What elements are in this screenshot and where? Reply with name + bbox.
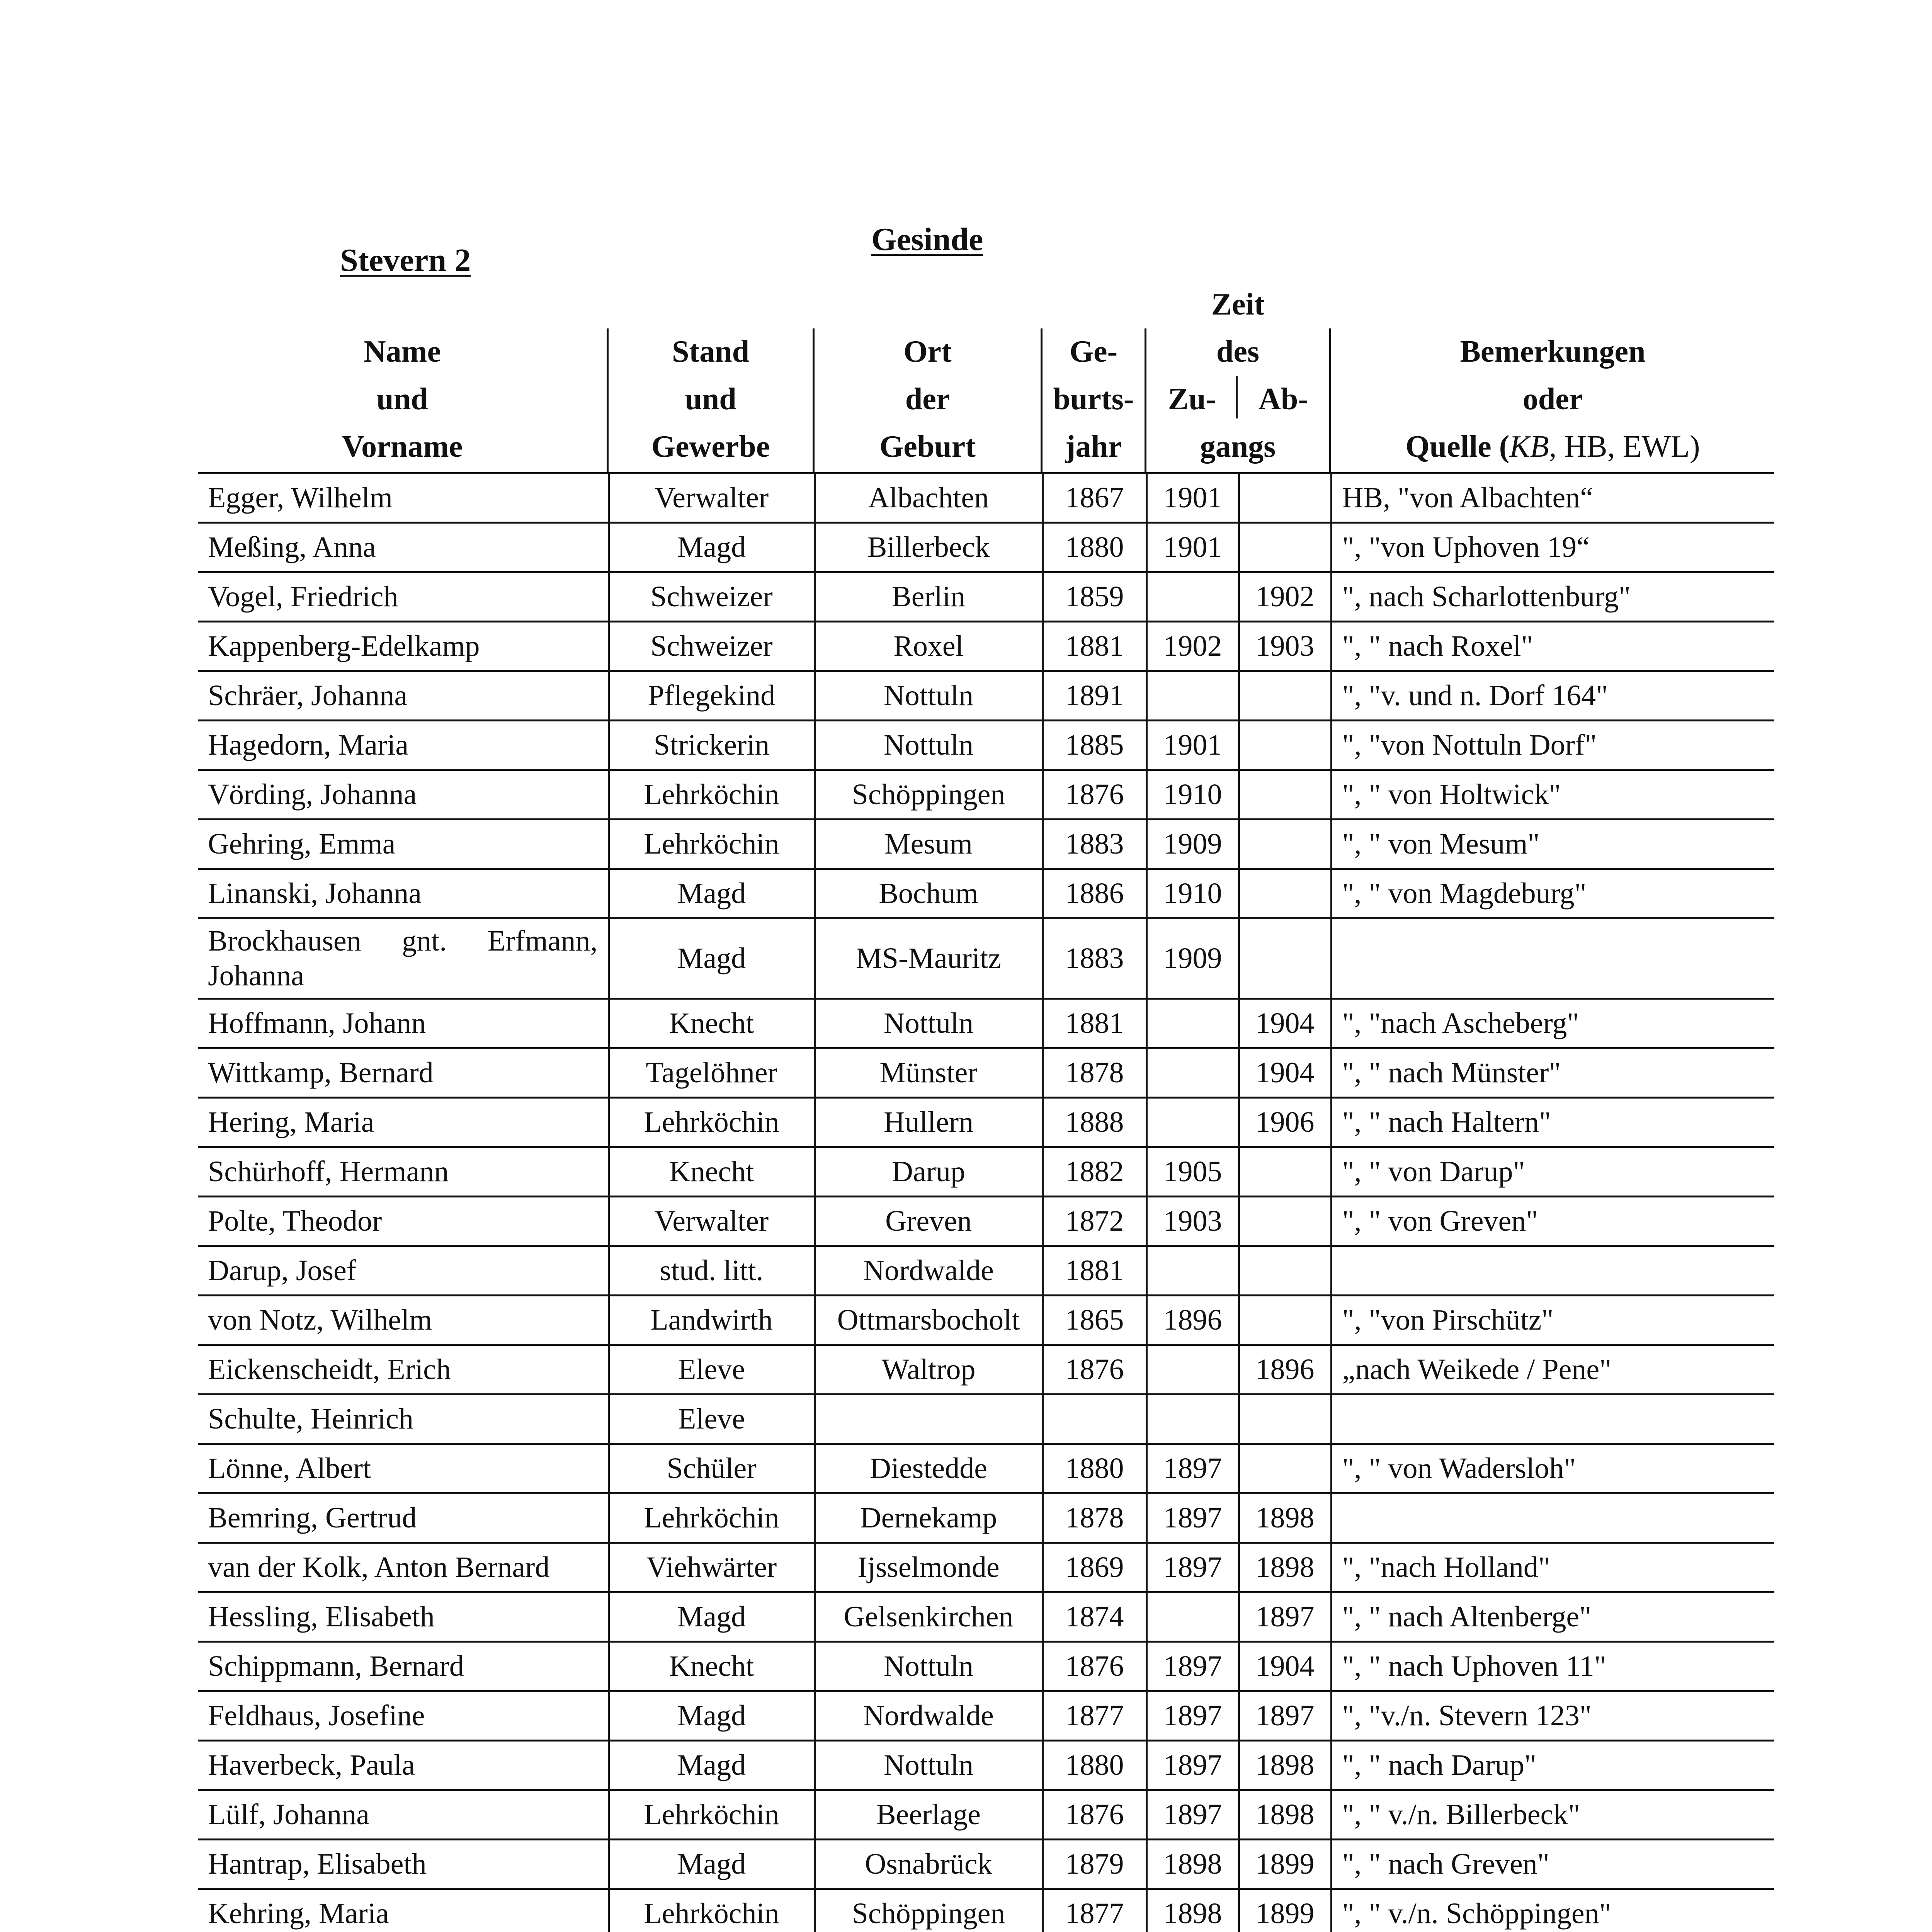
table-row [198,1345,1774,1395]
cell-ort: Billerbeck [815,523,1043,572]
cell-bemerkung: ", " von Magdeburg" [1331,869,1774,918]
cell-stand: Magd [609,1691,815,1741]
cell-abgang [1239,918,1331,999]
cell-bemerkung: ", nach Scharlottenburg" [1331,572,1774,622]
cell-jahr: 1877 [1043,1691,1146,1741]
cell-ort: Nordwalde [815,1246,1043,1296]
cell-zugang: 1897 [1146,1642,1239,1691]
cell-ort: Nottuln [815,999,1043,1048]
cell-jahr: 1865 [1043,1296,1146,1345]
cell-zugang [1146,999,1239,1048]
header-divider [1329,328,1331,473]
cell-zugang [1146,1246,1239,1296]
table-row [198,572,1774,622]
cell-bemerkung: ", " nach Roxel" [1331,622,1774,671]
header-stand-line2: und [685,382,736,416]
cell-name: Haverbeck, Paula [198,1741,609,1790]
cell-ort: MS-Mauritz [815,918,1043,999]
cell-abgang [1239,721,1331,770]
table-row [198,1741,1774,1790]
cell-abgang [1239,1395,1331,1444]
table-row [198,770,1774,820]
cell-abgang: 1898 [1239,1741,1331,1790]
cell-name: Schulte, Heinrich [198,1395,609,1444]
header-bemerkungen-line3 [1331,431,1774,462]
cell-zugang: 1909 [1146,918,1239,999]
header-stand-line1: Stand [672,335,750,369]
cell-abgang [1239,1444,1331,1493]
cell-name: Lönne, Albert [198,1444,609,1493]
cell-bemerkung: ", " v./n. Schöppingen" [1331,1889,1774,1932]
cell-abgang: 1898 [1239,1493,1331,1543]
table-row [198,1790,1774,1840]
cell-stand: stud. litt. [609,1246,815,1296]
cell-jahr: 1878 [1043,1048,1146,1098]
header-quelle-suffix: HB, EWL) [1556,430,1700,464]
cell-bemerkung: ", " von Darup" [1331,1147,1774,1197]
cell-bemerkung [1331,1246,1774,1296]
cell-bemerkung: ", "von Nottuln Dorf" [1331,721,1774,770]
cell-abgang [1239,1246,1331,1296]
cell-name: Hessling, Elisabeth [198,1592,609,1642]
cell-zugang: 1897 [1146,1790,1239,1840]
cell-stand: Eleve [609,1345,815,1395]
cell-ort: Roxel [815,622,1043,671]
cell-abgang: 1897 [1239,1691,1331,1741]
cell-jahr: 1876 [1043,1790,1146,1840]
cell-abgang [1239,869,1331,918]
table-row [198,1889,1774,1932]
cell-name: Meßing, Anna [198,523,609,572]
cell-abgang: 1904 [1239,1048,1331,1098]
cell-abgang [1239,1296,1331,1345]
header-jahr-line2: burts- [1053,382,1134,416]
cell-jahr: 1883 [1043,918,1146,999]
table-row [198,1098,1774,1147]
cell-jahr: 1881 [1043,622,1146,671]
cell-ort: Gelsenkirchen [815,1592,1043,1642]
cell-stand: Magd [609,523,815,572]
cell-jahr: 1859 [1043,572,1146,622]
cell-name: Bemring, Gertrud [198,1493,609,1543]
cell-ort: Beerlage [815,1790,1043,1840]
cell-stand: Verwalter [609,1197,815,1246]
cell-jahr: 1881 [1043,1246,1146,1296]
cell-name: Brockhausen gnt. Erfmann, Johanna [198,918,609,999]
cell-bemerkung [1331,1395,1774,1444]
cell-stand: Magd [609,1741,815,1790]
cell-zugang: 1897 [1146,1444,1239,1493]
cell-ort: Bochum [815,869,1043,918]
cell-abgang: 1903 [1239,622,1331,671]
cell-jahr: 1880 [1043,523,1146,572]
cell-zugang: 1909 [1146,820,1239,869]
cell-zugang: 1901 [1146,473,1239,523]
cell-name: Feldhaus, Josefine [198,1691,609,1741]
cell-bemerkung: „nach Weikede / Pene" [1331,1345,1774,1395]
cell-jahr: 1879 [1043,1840,1146,1889]
cell-name: Egger, Wilhelm [198,473,609,523]
cell-zugang: 1901 [1146,721,1239,770]
table-row [198,473,1774,523]
cell-ort: Dernekamp [815,1493,1043,1543]
cell-bemerkung: ", " von Wadersloh" [1331,1444,1774,1493]
header-des-line: des [1216,335,1260,369]
cell-bemerkung: ", "nach Ascheberg" [1331,999,1774,1048]
header-name-line3: Vorname [342,430,463,464]
cell-bemerkung: ", " von Holtwick" [1331,770,1774,820]
header-ab: Ab- [1259,382,1308,416]
table-row [198,1592,1774,1642]
cell-jahr: 1882 [1043,1147,1146,1197]
cell-name: Wittkamp, Bernard [198,1048,609,1098]
cell-name: van der Kolk, Anton Bernard [198,1543,609,1592]
table-row [198,1444,1774,1493]
header-divider [1145,328,1146,473]
table-row [198,671,1774,721]
cell-ort: Darup [815,1147,1043,1197]
header-name-line1: Name [364,335,441,369]
header-zeit [1146,286,1329,471]
cell-zugang [1146,572,1239,622]
header-bemerkungen-line2: oder [1522,382,1583,416]
header-zu-ab-divider [1236,376,1238,418]
cell-zugang: 1897 [1146,1493,1239,1543]
cell-stand: Magd [609,1592,815,1642]
cell-jahr: 1891 [1043,671,1146,721]
header-zeit-line: Zeit [1211,287,1265,321]
cell-bemerkung: ", "von Uphoven 19“ [1331,523,1774,572]
cell-jahr [1043,1395,1146,1444]
cell-ort: Nottuln [815,1642,1043,1691]
cell-name: von Notz, Wilhelm [198,1296,609,1345]
cell-stand: Magd [609,918,815,999]
cell-bemerkung [1331,918,1774,999]
header-divider [1041,328,1043,473]
cell-jahr: 1878 [1043,1493,1146,1543]
table-row [198,1197,1774,1246]
cell-stand: Magd [609,869,815,918]
cell-jahr: 1885 [1043,721,1146,770]
gesinde-table [198,472,1774,1932]
table-row [198,1048,1774,1098]
cell-ort: Greven [815,1197,1043,1246]
table-row [198,1147,1774,1197]
cell-zugang [1146,1345,1239,1395]
cell-ort: Schöppingen [815,770,1043,820]
cell-bemerkung: ", "v./n. Stevern 123" [1331,1691,1774,1741]
cell-name: Polte, Theodor [198,1197,609,1246]
cell-name: Hantrap, Elisabeth [198,1840,609,1889]
cell-bemerkung: ", " nach Greven" [1331,1840,1774,1889]
cell-zugang: 1897 [1146,1741,1239,1790]
cell-stand: Landwirth [609,1296,815,1345]
cell-zugang: 1897 [1146,1543,1239,1592]
cell-stand: Tagelöhner [609,1048,815,1098]
cell-ort: Waltrop [815,1345,1043,1395]
cell-stand: Knecht [609,1147,815,1197]
table-title: Gesinde [871,221,983,257]
table-row [198,1691,1774,1741]
table-row [198,999,1774,1048]
header-bemerkungen-line1: Bemerkungen [1460,335,1646,369]
cell-bemerkung: ", " v./n. Billerbeck" [1331,1790,1774,1840]
cell-name: Linanski, Johanna [198,869,609,918]
cell-ort: Nottuln [815,721,1043,770]
cell-zugang: 1901 [1146,523,1239,572]
cell-stand: Verwalter [609,473,815,523]
table-row [198,869,1774,918]
cell-abgang: 1896 [1239,1345,1331,1395]
header-ort-line2: der [905,382,950,416]
cell-abgang: 1899 [1239,1840,1331,1889]
cell-jahr: 1876 [1043,770,1146,820]
header-divider [813,328,815,473]
cell-abgang [1239,671,1331,721]
cell-ort [815,1395,1043,1444]
cell-bemerkung: ", " nach Uphoven 11" [1331,1642,1774,1691]
cell-abgang [1239,820,1331,869]
cell-ort: Ottmarsbocholt [815,1296,1043,1345]
cell-stand: Schweizer [609,622,815,671]
cell-bemerkung: ", " nach Darup" [1331,1741,1774,1790]
cell-jahr: 1883 [1043,820,1146,869]
cell-zugang [1146,1592,1239,1642]
header-name [198,332,607,471]
cell-name: Schippmann, Bernard [198,1642,609,1691]
cell-abgang [1239,770,1331,820]
cell-stand: Magd [609,1840,815,1889]
cell-abgang: 1898 [1239,1543,1331,1592]
header-zu: Zu- [1168,382,1216,416]
table-row [198,1296,1774,1345]
cell-stand: Lehrköchin [609,770,815,820]
cell-stand: Lehrköchin [609,820,815,869]
cell-stand: Viehwärter [609,1543,815,1592]
cell-jahr: 1880 [1043,1444,1146,1493]
table-row [198,622,1774,671]
cell-stand: Knecht [609,999,815,1048]
cell-zugang [1146,1098,1239,1147]
cell-zugang: 1905 [1146,1147,1239,1197]
cell-stand: Lehrköchin [609,1098,815,1147]
header-stand-line3: Gewerbe [651,430,770,464]
cell-ort: Osnabrück [815,1840,1043,1889]
cell-name: Lülf, Johanna [198,1790,609,1840]
header-divider [607,328,609,473]
cell-jahr: 1881 [1043,999,1146,1048]
table-row [198,1246,1774,1296]
section-title: Stevern 2 [340,242,471,278]
cell-abgang: 1906 [1239,1098,1331,1147]
cell-jahr: 1880 [1043,1741,1146,1790]
cell-jahr: 1886 [1043,869,1146,918]
cell-jahr: 1867 [1043,473,1146,523]
cell-name: Gehring, Emma [198,820,609,869]
cell-stand: Lehrköchin [609,1493,815,1543]
table-row [198,721,1774,770]
table-row [198,1840,1774,1889]
cell-stand: Lehrköchin [609,1790,815,1840]
cell-name: Hagedorn, Maria [198,721,609,770]
cell-ort: Mesum [815,820,1043,869]
cell-stand: Schweizer [609,572,815,622]
cell-name: Kappenberg-Edelkamp [198,622,609,671]
cell-zugang [1146,1048,1239,1098]
cell-zugang [1146,671,1239,721]
cell-name: Eickenscheidt, Erich [198,1345,609,1395]
cell-ort: Münster [815,1048,1043,1098]
cell-bemerkung: ", "v. und n. Dorf 164" [1331,671,1774,721]
cell-zugang: 1903 [1146,1197,1239,1246]
cell-abgang: 1899 [1239,1889,1331,1932]
header-quelle-kb: KB, [1509,430,1557,464]
cell-bemerkung: ", " nach Altenberge" [1331,1592,1774,1642]
header-ort [815,332,1041,471]
cell-name: Vogel, Friedrich [198,572,609,622]
table-row [198,523,1774,572]
header-quelle-prefix: Quelle ( [1405,430,1510,464]
cell-abgang [1239,1147,1331,1197]
header-gangs-line: gangs [1200,430,1276,464]
cell-ort: Hullern [815,1098,1043,1147]
cell-jahr: 1877 [1043,1889,1146,1932]
cell-stand: Schüler [609,1444,815,1493]
header-jahr [1043,332,1145,471]
cell-abgang: 1897 [1239,1592,1331,1642]
cell-jahr: 1876 [1043,1642,1146,1691]
cell-name: Vörding, Johanna [198,770,609,820]
cell-zugang: 1897 [1146,1691,1239,1741]
cell-ort: Nottuln [815,1741,1043,1790]
header-jahr-line3: jahr [1065,430,1122,464]
cell-bemerkung: ", " nach Haltern" [1331,1098,1774,1147]
cell-zugang: 1910 [1146,869,1239,918]
cell-zugang: 1910 [1146,770,1239,820]
cell-abgang [1239,523,1331,572]
cell-stand: Eleve [609,1395,815,1444]
table-row [198,820,1774,869]
cell-zugang: 1902 [1146,622,1239,671]
cell-jahr: 1874 [1043,1592,1146,1642]
cell-stand: Knecht [609,1642,815,1691]
cell-name: Darup, Josef [198,1246,609,1296]
header-ort-line3: Geburt [879,430,976,464]
cell-name: Hering, Maria [198,1098,609,1147]
header-jahr-line1: Ge- [1069,335,1118,369]
cell-bemerkung: ", " nach Münster" [1331,1048,1774,1098]
cell-jahr: 1876 [1043,1345,1146,1395]
table-row [198,1395,1774,1444]
cell-jahr: 1888 [1043,1098,1146,1147]
cell-abgang [1239,473,1331,523]
cell-zugang: 1896 [1146,1296,1239,1345]
cell-abgang [1239,1197,1331,1246]
cell-ort: Schöppingen [815,1889,1043,1932]
cell-bemerkung: ", "nach Holland" [1331,1543,1774,1592]
cell-name: Schürhoff, Hermann [198,1147,609,1197]
cell-zugang: 1898 [1146,1889,1239,1932]
cell-abgang: 1902 [1239,572,1331,622]
cell-jahr: 1872 [1043,1197,1146,1246]
cell-bemerkung: HB, "von Albachten“ [1331,473,1774,523]
cell-ort: Albachten [815,473,1043,523]
cell-ort: Nordwalde [815,1691,1043,1741]
cell-stand: Pflegekind [609,671,815,721]
table-row [198,918,1774,999]
cell-stand: Strickerin [609,721,815,770]
cell-ort: Diestedde [815,1444,1043,1493]
cell-ort: Nottuln [815,671,1043,721]
cell-bemerkung: ", "von Pirschütz" [1331,1296,1774,1345]
table-row [198,1543,1774,1592]
cell-name: Schräer, Johanna [198,671,609,721]
header-ort-line1: Ort [903,335,952,369]
header-bemerkungen [1331,332,1774,471]
table-row [198,1493,1774,1543]
cell-stand: Lehrköchin [609,1889,815,1932]
cell-bemerkung [1331,1493,1774,1543]
cell-name: Kehring, Maria [198,1889,609,1932]
cell-jahr: 1869 [1043,1543,1146,1592]
cell-bemerkung: ", " von Greven" [1331,1197,1774,1246]
cell-bemerkung: ", " von Mesum" [1331,820,1774,869]
cell-name: Hoffmann, Johann [198,999,609,1048]
header-name-line2: und [376,382,428,416]
cell-ort: Ijsselmonde [815,1543,1043,1592]
cell-ort: Berlin [815,572,1043,622]
cell-zugang: 1898 [1146,1840,1239,1889]
cell-abgang: 1904 [1239,1642,1331,1691]
header-stand [609,332,813,471]
table-row [198,1642,1774,1691]
cell-zugang [1146,1395,1239,1444]
cell-abgang: 1904 [1239,999,1331,1048]
cell-abgang: 1898 [1239,1790,1331,1840]
